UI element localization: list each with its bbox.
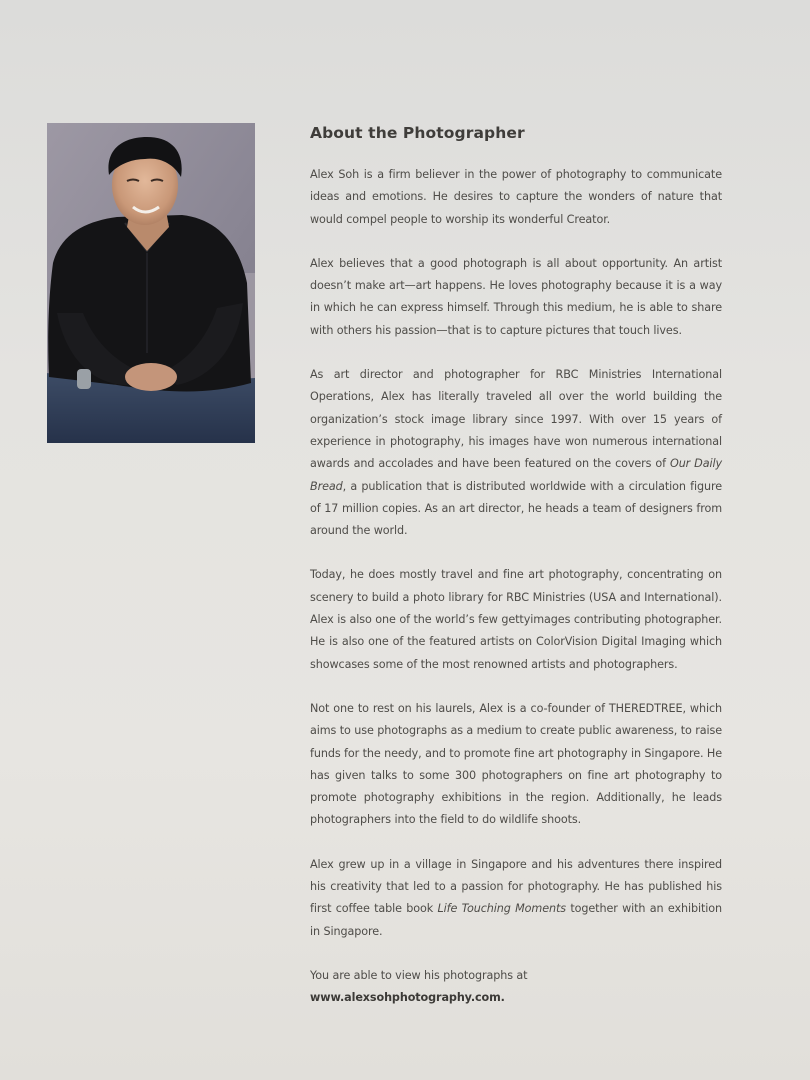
bio-paragraph-3-text-end: , a publication that is distributed worldwide with a circulation figure of 17 million copies. As an art director, he heads a team of designers from around the world. — [310, 479, 722, 538]
bio-paragraph-1: Alex Soh is a firm believer in the power of photography to communicate ideas and emotions. He desires to capture the wonders of nature that would compel people to worship its wonderful Creator. — [310, 168, 722, 226]
book-title: Life Touching Moments — [437, 902, 566, 916]
website-url: www.alexsohphotography.com. — [310, 991, 505, 1005]
bio-paragraph-6 — [310, 854, 722, 943]
publication-title: Our Daily Bread — [310, 457, 722, 493]
bio-paragraph-3-text: As art director and photographer for RBC Ministries International Operations, Alex has literally traveled all over the world building the organization’s stock image library since 1997. With over 15 years of experience in photography, his images have won numerous international awards and accolades and have been featured on the covers of — [310, 368, 722, 471]
bio-paragraph-5: Not one to rest on his laurels, Alex is a co-founder of THEREDTREE, which aims to use photographs as a medium to create public awareness, to raise funds for the needy, and to promote fine art photography in Singapore. He has given talks to some 300 photographers on fine art photography to promote photography exhibitions in the region. Additionally, he leads photographers into the field to do wildlife shoots. — [310, 701, 722, 827]
bio-paragraph-2: Alex believes that a good photograph is all about opportunity. An artist doesn’t make art—art happens. He loves photography because it is a way in which he can express himself. Through this medium, he is able to share with others his passion—that is to capture pictures that touch lives. — [310, 256, 722, 337]
section-heading: About the Photographer — [310, 124, 525, 142]
website-line — [310, 965, 722, 1010]
bio-paragraph-3 — [310, 364, 722, 542]
portrait-image — [47, 123, 255, 443]
bio-paragraph-6-text-end: together with an exhibition in Singapore. — [310, 902, 723, 938]
bio-paragraph-4: Today, he does mostly travel and fine art photography, concentrating on scenery to build a photo library for RBC Ministries (USA and International). Alex is also one of the world’s few gettyimages contributing photographer. He is also one of the featured artists on ColorVision Digital Imaging which showcases some of the most renowned artists and photographers. — [310, 568, 722, 671]
bio-paragraph-6-text: Alex grew up in a village in Singapore and his adventures there inspired his creativity that led to a passion for photography. He has published his first coffee table book — [310, 857, 722, 916]
photographer-portrait — [47, 123, 255, 443]
website-intro: You are able to view his photographs at — [310, 968, 528, 982]
biography-section — [310, 124, 722, 1032]
